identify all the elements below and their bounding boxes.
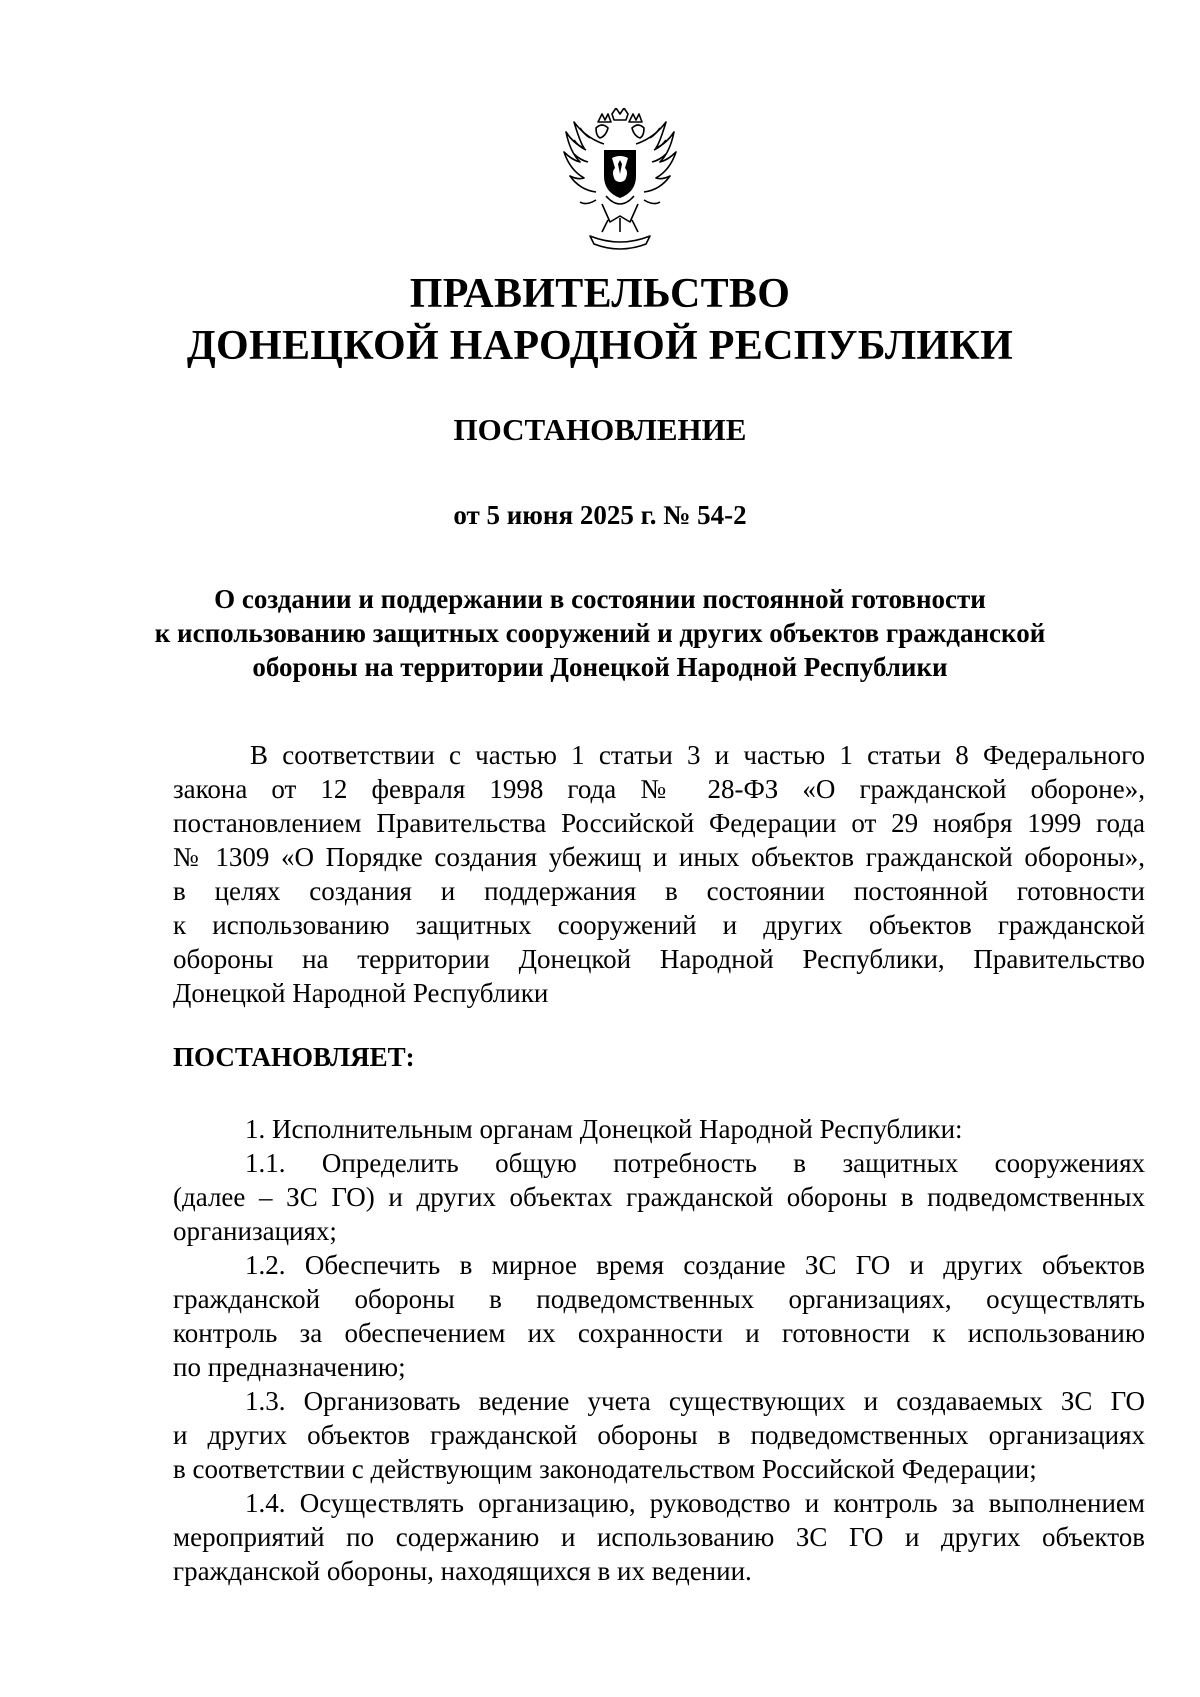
preamble-line: постановлением Правительства Российской Федерации от 29 ноября 1999 года bbox=[173, 808, 1145, 838]
item-line: гражданской обороны, находящихся в их ведении. bbox=[173, 1556, 752, 1586]
preamble-line: Донецкой Народной Республики bbox=[173, 978, 549, 1008]
resolves-heading: ПОСТАНОВЛЯЕТ: bbox=[173, 1042, 415, 1072]
document-subject-line: обороны на территории Донецкой Народной Республики bbox=[252, 652, 948, 682]
coat-of-arms-emblem bbox=[560, 108, 680, 254]
item-line: в соответствии с действующим законодательством Российской Федерации; bbox=[173, 1454, 1037, 1484]
item-line: мероприятий по содержанию и использованию ЗС ГО и других объектов bbox=[173, 1522, 1145, 1552]
item-line: 1.3. Организовать ведение учета существующих и создаваемых ЗС ГО bbox=[245, 1386, 1145, 1416]
preamble-line: обороны на территории Донецкой Народной Республики, Правительство bbox=[173, 944, 1145, 974]
item-line: гражданской обороны в подведомственных организациях, осуществлять bbox=[173, 1284, 1145, 1314]
item-line: 1.4. Осуществлять организацию, руководство и контроль за выполнением bbox=[245, 1488, 1145, 1518]
item-line: (далее – ЗС ГО) и других объектах гражданской обороны в подведомственных bbox=[173, 1182, 1145, 1212]
item-line: контроль за обеспечением их сохранности и готовности к использованию bbox=[173, 1318, 1145, 1348]
document-date-number: от 5 июня 2025 г. № 54-2 bbox=[453, 500, 747, 530]
document-subject-line: к использованию защитных сооружений и других объектов гражданской bbox=[154, 618, 1046, 648]
document-type: ПОСТАНОВЛЕНИЕ bbox=[453, 412, 747, 447]
preamble-line: В соответствии с частью 1 статьи 3 и частью 1 статьи 8 Федерального bbox=[250, 740, 1145, 770]
preamble-line: закона от 12 февраля 1998 года № 28-ФЗ «О гражданской обороне», bbox=[173, 774, 1145, 804]
preamble-line: № 1309 «О Порядке создания убежищ и иных объектов гражданской обороны», bbox=[173, 842, 1145, 872]
item-line: и других объектов гражданской обороны в подведомственных организациях bbox=[173, 1420, 1145, 1450]
preamble-line: в целях создания и поддержания в состоянии постоянной готовности bbox=[173, 876, 1145, 906]
item-line: 1. Исполнительным органам Донецкой Народной Республики: bbox=[245, 1114, 963, 1144]
government-title: ПРАВИТЕЛЬСТВО bbox=[409, 271, 791, 317]
document-subject-line: О создании и поддержании в состоянии постоянной готовности bbox=[214, 584, 986, 614]
preamble-line: к использованию защитных сооружений и других объектов гражданской bbox=[173, 910, 1145, 940]
item-line: 1.1. Определить общую потребность в защитных сооружениях bbox=[245, 1148, 1145, 1178]
item-line: по предназначению; bbox=[173, 1352, 406, 1382]
item-line: организациях; bbox=[173, 1216, 337, 1246]
government-title-republic: ДОНЕЦКОЙ НАРОДНОЙ РЕСПУБЛИКИ bbox=[186, 323, 1014, 369]
item-line: 1.2. Обеспечить в мирное время создание ЗС ГО и других объектов bbox=[245, 1250, 1145, 1280]
